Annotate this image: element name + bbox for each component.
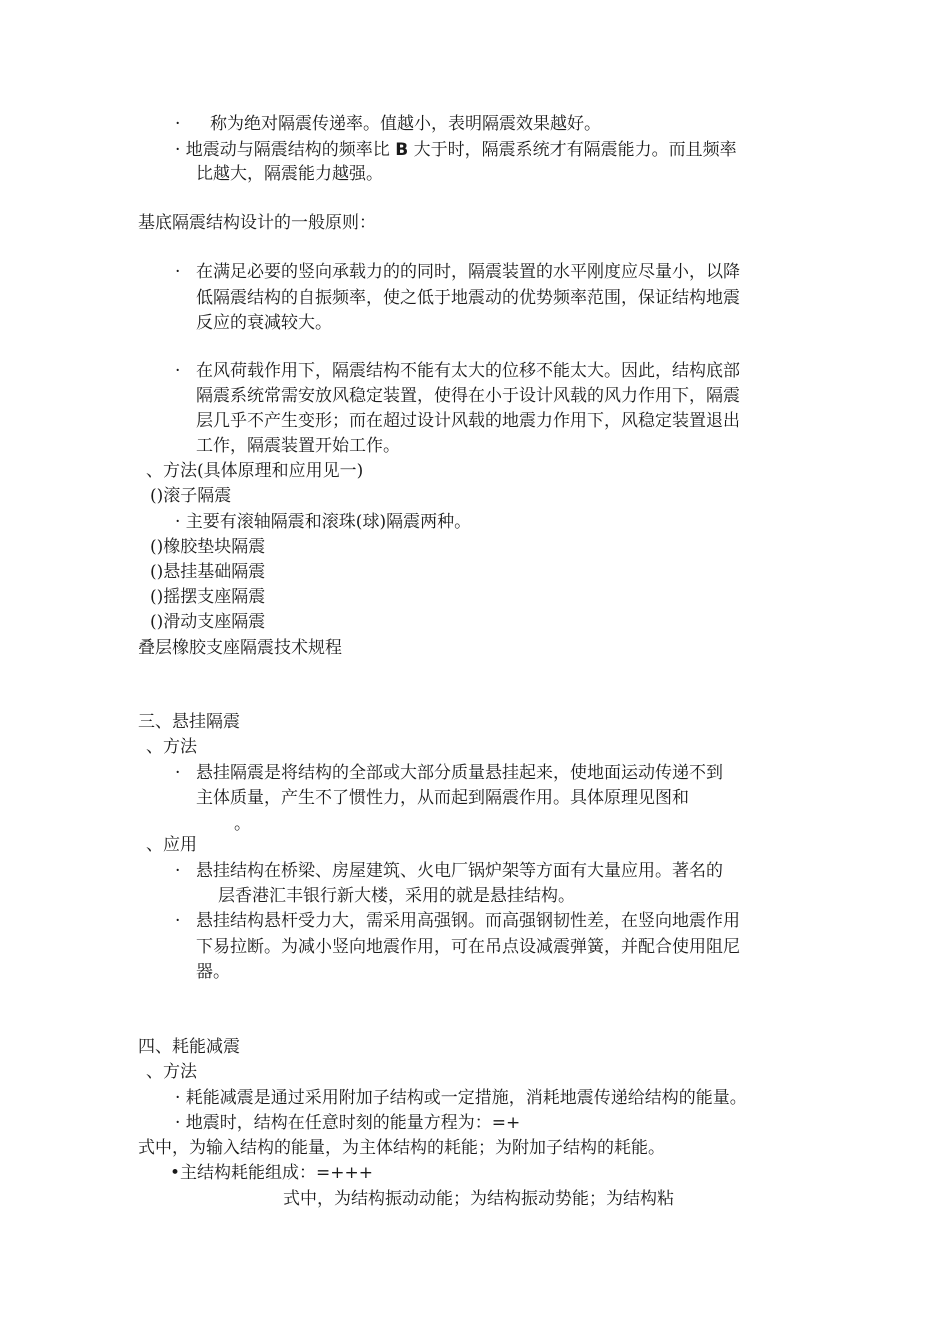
energy-components-line: 式中，为结构振动动能；为结构振动势能；为结构粘: [283, 1189, 674, 1209]
bullet-marker: ·: [175, 861, 181, 881]
section-3-title: 三、悬挂隔震: [138, 712, 240, 732]
energy-dissipation-line: · 耗能减震是通过采用附加子结构或一定措施，消耗地震传递给结构的能量。: [175, 1088, 747, 1108]
bullet-marker: ·: [175, 911, 181, 931]
suspension-method-end: 。: [234, 814, 251, 834]
suspension-method-line: 悬挂隔震是将结构的全部或大部分质量悬挂起来，使地面运动传递不到: [196, 763, 723, 783]
principle-2-line: 层几乎不产生变形；而在超过设计风载的地震力作用下，风稳定装置退出: [196, 411, 740, 431]
bullet-marker: ·: [175, 114, 181, 134]
bullet-marker: ·: [175, 763, 181, 783]
principle-1-line: 反应的衰减较大。: [196, 313, 332, 333]
suspension-app-line: 悬挂结构在桥梁、房屋建筑、火电厂锅炉架等方面有大量应用。著名的: [196, 861, 723, 881]
section-3-method-heading: 、方法: [146, 737, 197, 757]
method-suspended-foundation: ()悬挂基础隔震: [150, 562, 266, 582]
bullet-marker: ·: [175, 262, 181, 282]
principle-1-line: 在满足必要的竖向承载力的的同时，隔震装置的水平刚度应尽量小，以降: [196, 262, 740, 282]
energy-terms-line: 式中，为输入结构的能量，为主体结构的耗能；为附加子结构的耗能。: [138, 1138, 665, 1158]
transmissibility-text: 称为绝对隔震传递率。值越小，表明隔震效果越好。: [210, 114, 601, 134]
suspension-rod-line: 悬挂结构悬杆受力大，需采用高强钢。而高强钢韧性差，在竖向地震作用: [196, 911, 740, 931]
spec-title: 叠层橡胶支座隔震技术规程: [138, 638, 342, 658]
frequency-ratio-text-c: 大于时，隔震系统才有隔震能力。而且频率: [408, 140, 737, 160]
method-rubber: ()橡胶垫块隔震: [150, 537, 266, 557]
suspension-rod-line: 下易拉断。为减小竖向地震作用，可在吊点设减震弹簧，并配合使用阻尼: [196, 937, 740, 957]
section-4-title: 四、耗能减震: [138, 1037, 240, 1057]
method-rocking: ()摇摆支座隔震: [150, 587, 266, 607]
frequency-ratio-symbol: B: [395, 140, 409, 160]
method-roller: ()滚子隔震: [150, 486, 232, 506]
method-sliding: ()滑动支座隔震: [150, 612, 266, 632]
suspension-rod-line: 器。: [196, 962, 230, 982]
principle-2-line: 在风荷载作用下，隔震结构不能有太大的位移不能太大。因此，结构底部: [196, 361, 740, 381]
frequency-ratio-text-line2: 比越大，隔震能力越强。: [196, 164, 383, 184]
section-3-app-heading: 、应用: [146, 835, 197, 855]
frequency-ratio-text: [175, 138, 737, 163]
principles-heading: 基底隔震结构设计的一般原则：: [138, 213, 376, 233]
energy-equation-line: · 地震时，结构在任意时刻的能量方程为：=+: [175, 1113, 521, 1133]
bullet-marker: ·: [175, 361, 181, 381]
section-4-method-heading: 、方法: [146, 1062, 197, 1082]
suspension-method-line: 主体质量，产生不了惯性力，从而起到隔震作用。具体原理见图和: [196, 788, 689, 808]
principle-1-line: 低隔震结构的自振频率，使之低于地震动的优势频率范围，保证结构地震: [196, 288, 740, 308]
principle-2-line: 工作，隔震装置开始工作。: [196, 436, 400, 456]
principle-2-line: 隔震系统常需安放风稳定装置，使得在小于设计风载的风力作用下，隔震: [196, 386, 740, 406]
main-structure-energy-line: •主结构耗能组成：=+++: [170, 1163, 374, 1183]
frequency-ratio-text-a: · 地震动与隔震结构的频率比: [175, 140, 396, 160]
suspension-app-line: 层香港汇丰银行新大楼，采用的就是悬挂结构。: [218, 886, 575, 906]
method-roller-note: · 主要有滚轴隔震和滚珠(球)隔震两种。: [175, 512, 472, 532]
methods-heading: 、方法(具体原理和应用见一): [146, 461, 364, 481]
